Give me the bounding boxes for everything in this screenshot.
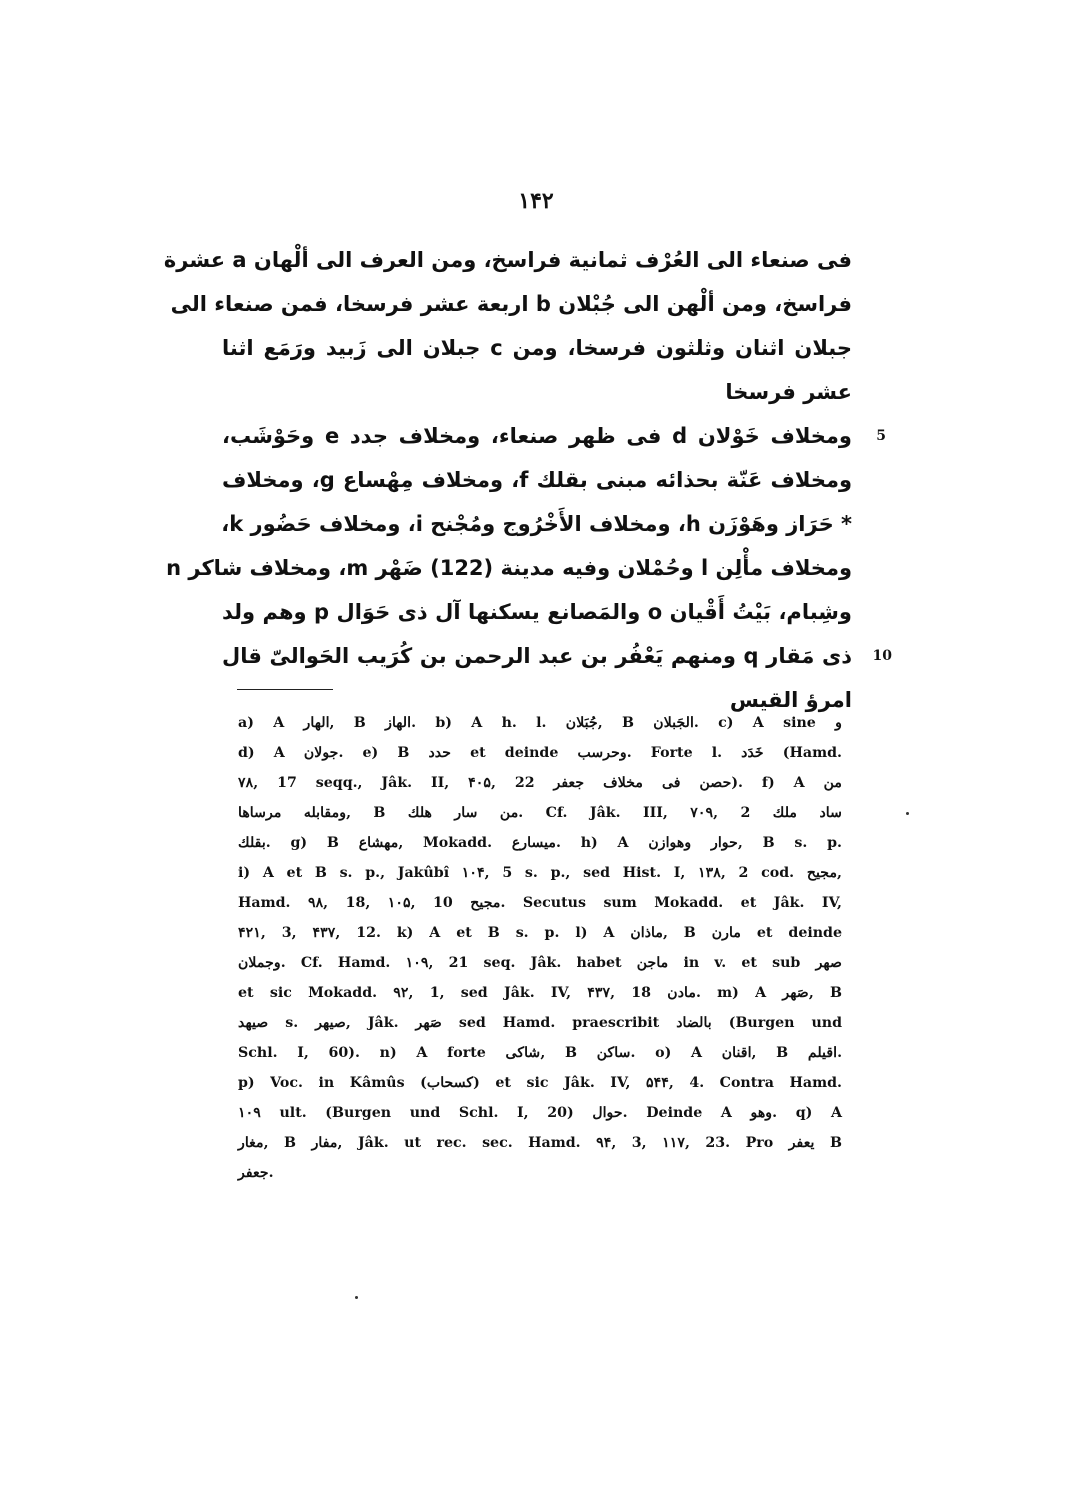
footnote-line-content: جعفر. [238,1165,274,1181]
footnote-line-content: ۷۸, 17 seqq., Jâk. II, ۴۰۵, 22 حصن فى مخلاف جعفر). f) A من [238,775,842,791]
text-line [222,326,852,370]
stray-print-mark [906,812,909,815]
page-number: ۱۴۲ [518,188,554,214]
footnote-line-content: et sic Mokadd. ۹۲, 1, sed Jâk. IV, ۴۳۷, 18 مادن. m) A صَهر, B [238,985,842,1001]
text-line-content: ومخلاف عَنّة بحذائه مبنى بقلك f، ومخلاف مِهْساع g، ومخلاف [222,468,853,492]
text-line [166,546,852,590]
text-line [163,238,852,282]
footnotes-apparatus [238,708,842,1188]
text-line-content: ومخلاف مأْلِن l وحُمْلان وفيه مدينة (122) ضَهْر m، ومخلاف شاكر n [166,556,852,580]
line-number-marker: 5 [876,428,886,444]
footnote-line-content: بقلك. g) B مهشاع, Mokadd. ميسارع. h) A حوار وهوازن, B s. p. [238,835,842,851]
text-line [222,370,852,414]
footnote-line [238,1068,842,1098]
footnote-line [238,858,842,888]
footnote-line [238,888,842,918]
footnote-line-content: a) A الهار, B الهاز. b) A h. l. جُبَلان, B الجَبلان. c) A sine و [238,715,843,731]
footnote-line [238,768,842,798]
text-line-content: فراسخ، ومن ألْهن الى جُبْلان b اربعة عشر فرسخا، فمن صنعاء الى [170,292,852,316]
text-line-content: ومخلاف خَوْلان d فى ظهر صنعاء، ومخلاف جدد e وحَوْشَب، [222,424,852,448]
footnote-line-content: وجملان. Cf. Hamd. ۱۰۹, 21 seq. Jâk. habet ماجن in v. et sub صهر [238,955,842,971]
arabic-main-text [163,238,892,722]
text-line-content: * حَرَاز وهَوْزَن h، ومخلاف الأَخْرُوج ومُجْنح i، ومخلاف حَضُور k، [221,512,852,536]
text-line-content: فى صنعاء الى العُرْف ثمانية فراسخ، ومن العرف الى ألْهان a عشرة [163,248,852,272]
footnote-line [238,948,842,978]
text-line [222,634,892,678]
text-line [170,282,852,326]
text-line-content: جبلان اثنان وثلثون فرسخا، ومن c جبلان الى زَبيد ورَمَع اثنا [222,336,852,360]
stray-print-mark [355,1296,358,1299]
footnote-line-content: d) A جولان. e) B حدد et deinde وحرسب. Forte l. خَدَد (Hamd. [238,745,842,761]
text-line-content: وشِبام، بَيْتُ أَقْيان o والمَصانع يسكنها آل ذى حَوَال p وهم ولد [222,600,852,624]
text-line-content: ذى مَقار q ومنهم يَعْفُر بن عبد الرحمن بن كُرَيب الحَوالىّ قال [222,644,852,668]
footnote-line-content: ۴۲۱, 3, ۴۳۷, 12. k) A et B s. p. l) A ماذان, B مارن et deinde [238,925,842,941]
footnote-separator-rule [237,689,333,690]
footnote-line [238,1128,842,1158]
footnote-line [238,1098,842,1128]
footnote-line [238,708,842,738]
text-line [222,502,852,546]
footnote-line [238,798,842,828]
footnote-line-content: i) A et B s. p., Jakûbî ۱۰۴, 5 s. p., sed Hist. I, ۱۳۸, 2 cod. مجيح, [238,865,842,881]
footnote-line-content: Hamd. ۹۸, 18, ۱۰۵, 10 مجيح. Secutus sum Mokadd. et Jâk. IV, [238,895,842,911]
text-line-content: امرؤ القيس [729,688,852,712]
text-line [222,590,852,634]
footnote-line-content: مغار, B مفار, Jâk. ut rec. sec. Hamd. ۹۴, 3, ۱۱۷, 23. Pro يعفر B [238,1135,843,1151]
text-line [222,458,852,502]
footnote-line [238,1008,842,1038]
text-line [222,414,886,458]
footnote-line-content: Schl. I, 60). n) A forte شاكى, B ساكن. o) A اقنان, B اقيلم. [238,1045,843,1061]
line-number-marker: 10 [872,648,892,664]
footnote-line-content: ومقابله مرساها, B من سار هلك. Cf. Jâk. III, ۷۰۹, 2 ساد ملك [238,805,842,821]
footnote-line-content: p) Voc. in Kâmûs (كسحاب) et sic Jâk. IV, ۵۴۴, 4. Contra Hamd. [238,1075,842,1091]
footnote-line [238,978,842,1008]
footnote-line [238,1158,842,1188]
footnote-line-content: صيهد s. صيهر, Jâk. صَهر sed Hamd. praescribit بالضاد (Burgen und [238,1015,843,1031]
footnote-line [238,1038,842,1068]
footnote-line [238,918,842,948]
text-line-content: عشر فرسخا [725,380,852,404]
footnote-line [238,828,842,858]
footnote-line-content: ۱۰۹ ult. (Burgen und Schl. I, 20) حوال. Deinde A وهو. q) A [238,1105,842,1121]
footnote-line [238,738,842,768]
